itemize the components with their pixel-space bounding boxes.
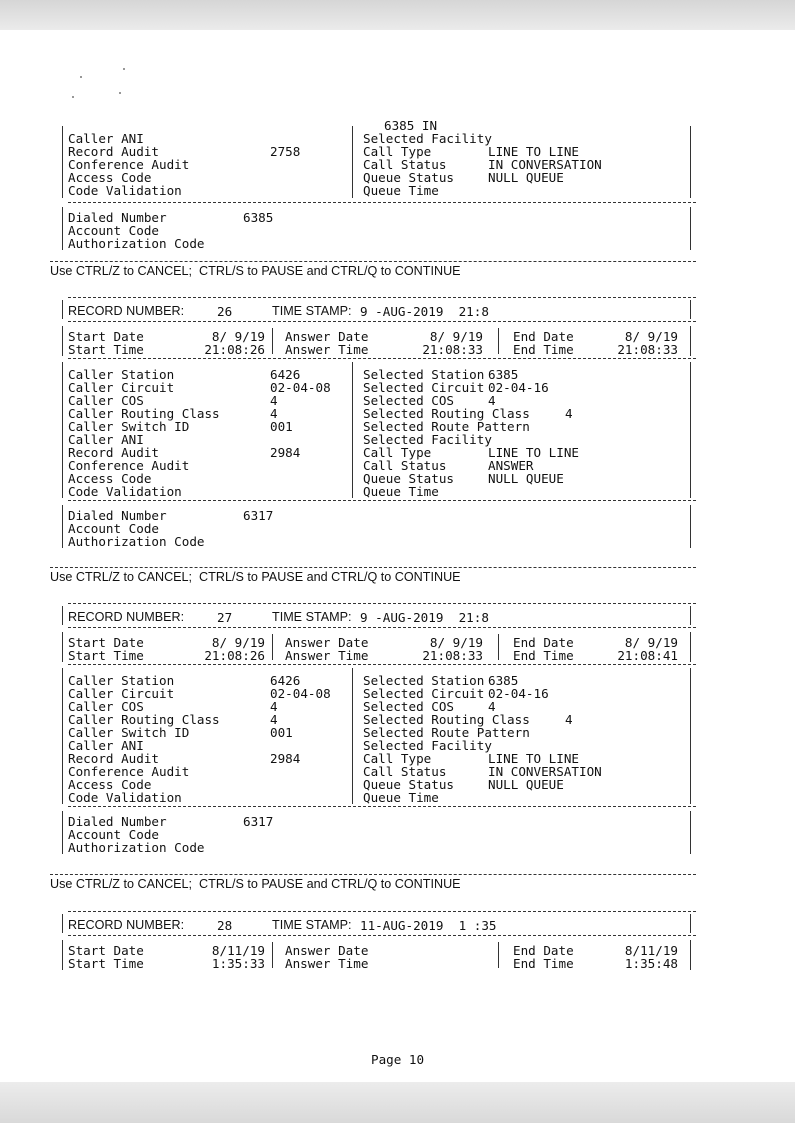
selected-field-value: 4 xyxy=(488,393,496,408)
selected-field-label: Call Status xyxy=(363,764,447,779)
caller-field-label: Caller COS xyxy=(68,393,144,408)
right-border xyxy=(690,632,691,662)
answer-date-label: Answer Date xyxy=(285,329,369,344)
detail-rule xyxy=(68,202,696,203)
record-top-rule xyxy=(68,911,696,912)
selected-field-label: Selected Facility xyxy=(363,432,492,447)
selected-field-label: Call Type xyxy=(363,144,432,159)
caller-field-label: Caller Routing Class xyxy=(68,406,220,421)
dialed-number-value: 6385 xyxy=(243,210,274,225)
right-border xyxy=(690,362,691,498)
record-end-rule xyxy=(50,567,696,568)
record-number-value: 28 xyxy=(217,918,233,933)
end-date-label: End Date xyxy=(513,635,574,650)
caller-field-value: 6426 xyxy=(270,367,301,382)
selected-field-label: Queue Time xyxy=(363,790,439,805)
dates-rule xyxy=(68,664,696,665)
start-time-label: Start Time xyxy=(68,956,144,971)
detail-rule xyxy=(68,500,696,501)
start-date-value: 8/11/19 xyxy=(211,943,265,958)
start-time-value: 21:08:26 xyxy=(204,342,265,357)
selected-field-label: Call Status xyxy=(363,157,447,172)
footer-instructions: Use CTRL/Z to CANCEL; CTRL/S to PAUSE and CTRL/Q to CONTINUE xyxy=(50,264,461,278)
record-number-label: RECORD NUMBER: xyxy=(68,918,185,932)
end-time-label: End Time xyxy=(513,648,574,663)
selected-field-value: 6385 xyxy=(488,673,519,688)
end-date-value: 8/11/19 xyxy=(624,943,678,958)
dialed-number-label: Dialed Number xyxy=(68,210,167,225)
timestamp-value: 9 -AUG-2019 21:8 xyxy=(360,610,489,625)
record-end-rule xyxy=(50,261,696,262)
caller-field-label: Caller Switch ID xyxy=(68,419,190,434)
caller-field-value: 2984 xyxy=(270,445,301,460)
caller-field-label: Caller Switch ID xyxy=(68,725,190,740)
start-date-label: Start Date xyxy=(68,329,144,344)
caller-field-label: Conference Audit xyxy=(68,157,190,172)
record-number-value: 27 xyxy=(217,610,233,625)
caller-field-label: Caller Station xyxy=(68,367,175,382)
right-border xyxy=(690,505,691,548)
selected-field-label: Queue Status xyxy=(363,471,454,486)
left-border xyxy=(62,632,63,662)
authorization-code-label: Authorization Code xyxy=(68,236,205,251)
selected-field-label: Queue Status xyxy=(363,170,454,185)
end-date-label: End Date xyxy=(513,943,574,958)
selected-field-value: 4 xyxy=(488,699,496,714)
selected-field-label: Selected COS xyxy=(363,393,454,408)
right-border xyxy=(690,811,691,854)
end-time-label: End Time xyxy=(513,342,574,357)
end-time-value: 1:35:48 xyxy=(624,956,678,971)
selected-field-value: LINE TO LINE xyxy=(488,751,579,766)
left-border xyxy=(62,326,63,356)
left-border xyxy=(62,207,63,250)
end-time-value: 21:08:41 xyxy=(617,648,678,663)
start-date-value: 8/ 9/19 xyxy=(211,635,265,650)
selected-field-label: Selected Routing Class xyxy=(363,406,530,421)
selected-field-label: Selected Route Pattern xyxy=(363,725,530,740)
selected-field-label: Selected Circuit xyxy=(363,380,485,395)
left-border xyxy=(62,362,63,498)
authorization-code-label: Authorization Code xyxy=(68,534,205,549)
middle-divider xyxy=(352,668,353,804)
selected-field-value: 4 xyxy=(565,712,573,727)
answer-date-value: 8/ 9/19 xyxy=(429,329,483,344)
answer-time-label: Answer Time xyxy=(285,648,369,663)
caller-field-value: 02-04-08 xyxy=(270,686,331,701)
selected-field-label: Selected Station xyxy=(363,367,485,382)
header-rule xyxy=(68,935,696,936)
selected-field-label: Call Type xyxy=(363,751,432,766)
selected-field-label: Queue Time xyxy=(363,484,439,499)
caller-field-label: Code Validation xyxy=(68,484,182,499)
selected-field-label: Selected Circuit xyxy=(363,686,485,701)
selected-field-value: 02-04-16 xyxy=(488,686,549,701)
right-border xyxy=(690,326,691,356)
left-border xyxy=(62,914,63,933)
end-date-value: 8/ 9/19 xyxy=(624,635,678,650)
answer-time-value: 21:08:33 xyxy=(422,342,483,357)
left-border xyxy=(62,668,63,804)
end-date-label: End Date xyxy=(513,329,574,344)
caller-field-label: Caller Station xyxy=(68,673,175,688)
selected-field-label: Selected Facility xyxy=(363,131,492,146)
selected-field-label: Selected Routing Class xyxy=(363,712,530,727)
selected-field-label: Call Status xyxy=(363,458,447,473)
dialed-number-label: Dialed Number xyxy=(68,508,167,523)
selected-field-value: ANSWER xyxy=(488,458,534,473)
caller-field-value: 02-04-08 xyxy=(270,380,331,395)
selected-field-label: Call Type xyxy=(363,445,432,460)
record-top-rule xyxy=(68,297,696,298)
end-date-value: 8/ 9/19 xyxy=(624,329,678,344)
selected-field-label: Selected Route Pattern xyxy=(363,419,530,434)
start-time-label: Start Time xyxy=(68,648,144,663)
caller-field-label: Record Audit xyxy=(68,751,159,766)
right-border xyxy=(690,940,691,970)
record-number-label: RECORD NUMBER: xyxy=(68,304,185,318)
caller-field-value: 001 xyxy=(270,725,293,740)
selected-field-value: IN CONVERSATION xyxy=(488,157,602,172)
caller-field-label: Conference Audit xyxy=(68,458,190,473)
middle-divider xyxy=(352,126,353,198)
answer-date-label: Answer Date xyxy=(285,635,369,650)
selected-field-label: Selected Facility xyxy=(363,738,492,753)
caller-field-label: Access Code xyxy=(68,777,152,792)
date-divider xyxy=(498,328,499,354)
caller-field-label: Access Code xyxy=(68,170,152,185)
continued-header: 6385 IN xyxy=(384,118,438,133)
date-divider xyxy=(272,328,273,354)
caller-field-value: 4 xyxy=(270,406,278,421)
caller-field-value: 4 xyxy=(270,393,278,408)
selected-field-value: NULL QUEUE xyxy=(488,471,564,486)
timestamp-label: TIME STAMP: xyxy=(272,610,352,624)
header-rule xyxy=(68,321,696,322)
selected-field-value: NULL QUEUE xyxy=(488,170,564,185)
caller-field-value: 6426 xyxy=(270,673,301,688)
selected-field-value: 6385 xyxy=(488,367,519,382)
caller-field-label: Caller Circuit xyxy=(68,380,175,395)
selected-field-value: IN CONVERSATION xyxy=(488,764,602,779)
account-code-label: Account Code xyxy=(68,521,159,536)
answer-time-value: 21:08:33 xyxy=(422,648,483,663)
caller-field-label: Conference Audit xyxy=(68,764,190,779)
dialed-number-value: 6317 xyxy=(243,814,274,829)
selected-field-value: 4 xyxy=(565,406,573,421)
right-border xyxy=(690,207,691,250)
caller-field-label: Caller ANI xyxy=(68,738,144,753)
caller-field-label: Code Validation xyxy=(68,183,182,198)
date-divider xyxy=(498,634,499,660)
selected-field-value: NULL QUEUE xyxy=(488,777,564,792)
dates-rule xyxy=(68,358,696,359)
selected-field-value: LINE TO LINE xyxy=(488,445,579,460)
date-divider xyxy=(272,634,273,660)
footer-instructions: Use CTRL/Z to CANCEL; CTRL/S to PAUSE and CTRL/Q to CONTINUE xyxy=(50,877,461,891)
caller-field-label: Caller Circuit xyxy=(68,686,175,701)
right-border xyxy=(690,914,691,933)
right-border xyxy=(690,606,691,625)
caller-field-label: Caller Routing Class xyxy=(68,712,220,727)
start-time-value: 1:35:33 xyxy=(211,956,265,971)
timestamp-value: 9 -AUG-2019 21:8 xyxy=(360,304,489,319)
date-divider xyxy=(272,942,273,968)
left-border xyxy=(62,811,63,854)
left-border xyxy=(62,505,63,548)
start-time-label: Start Time xyxy=(68,342,144,357)
timestamp-label: TIME STAMP: xyxy=(272,304,352,318)
selected-field-value: LINE TO LINE xyxy=(488,144,579,159)
account-code-label: Account Code xyxy=(68,827,159,842)
left-border xyxy=(62,606,63,625)
right-border xyxy=(690,126,691,198)
start-date-label: Start Date xyxy=(68,943,144,958)
selected-field-label: Selected COS xyxy=(363,699,454,714)
dialed-number-label: Dialed Number xyxy=(68,814,167,829)
header-rule xyxy=(68,627,696,628)
record-number-value: 26 xyxy=(217,304,233,319)
caller-field-label: Record Audit xyxy=(68,144,159,159)
caller-field-value: 4 xyxy=(270,712,278,727)
detail-rule xyxy=(68,806,696,807)
record-number-label: RECORD NUMBER: xyxy=(68,610,185,624)
left-border xyxy=(62,126,63,198)
caller-field-label: Record Audit xyxy=(68,445,159,460)
start-date-label: Start Date xyxy=(68,635,144,650)
authorization-code-label: Authorization Code xyxy=(68,840,205,855)
account-code-label: Account Code xyxy=(68,223,159,238)
caller-field-value: 2758 xyxy=(270,144,301,159)
selected-field-label: Queue Time xyxy=(363,183,439,198)
right-border xyxy=(690,300,691,319)
caller-field-label: Caller COS xyxy=(68,699,144,714)
record-end-rule xyxy=(50,874,696,875)
left-border xyxy=(62,940,63,970)
record-top-rule xyxy=(68,603,696,604)
left-border xyxy=(62,300,63,319)
selected-field-label: Queue Status xyxy=(363,777,454,792)
caller-field-value: 2984 xyxy=(270,751,301,766)
answer-date-value: 8/ 9/19 xyxy=(429,635,483,650)
timestamp-label: TIME STAMP: xyxy=(272,918,352,932)
caller-field-label: Caller ANI xyxy=(68,432,144,447)
start-date-value: 8/ 9/19 xyxy=(211,329,265,344)
answer-date-label: Answer Date xyxy=(285,943,369,958)
end-time-value: 21:08:33 xyxy=(617,342,678,357)
selected-field-label: Selected Station xyxy=(363,673,485,688)
caller-field-value: 4 xyxy=(270,699,278,714)
caller-field-label: Caller ANI xyxy=(68,131,144,146)
caller-field-label: Access Code xyxy=(68,471,152,486)
start-time-value: 21:08:26 xyxy=(204,648,265,663)
timestamp-value: 11-AUG-2019 1 :35 xyxy=(360,918,497,933)
end-time-label: End Time xyxy=(513,956,574,971)
selected-field-value: 02-04-16 xyxy=(488,380,549,395)
caller-field-value: 001 xyxy=(270,419,293,434)
page-number: Page 10 xyxy=(371,1052,425,1067)
answer-time-label: Answer Time xyxy=(285,956,369,971)
right-border xyxy=(690,668,691,804)
caller-field-label: Code Validation xyxy=(68,790,182,805)
dialed-number-value: 6317 xyxy=(243,508,274,523)
date-divider xyxy=(498,942,499,968)
middle-divider xyxy=(352,362,353,498)
answer-time-label: Answer Time xyxy=(285,342,369,357)
footer-instructions: Use CTRL/Z to CANCEL; CTRL/S to PAUSE and CTRL/Q to CONTINUE xyxy=(50,570,461,584)
